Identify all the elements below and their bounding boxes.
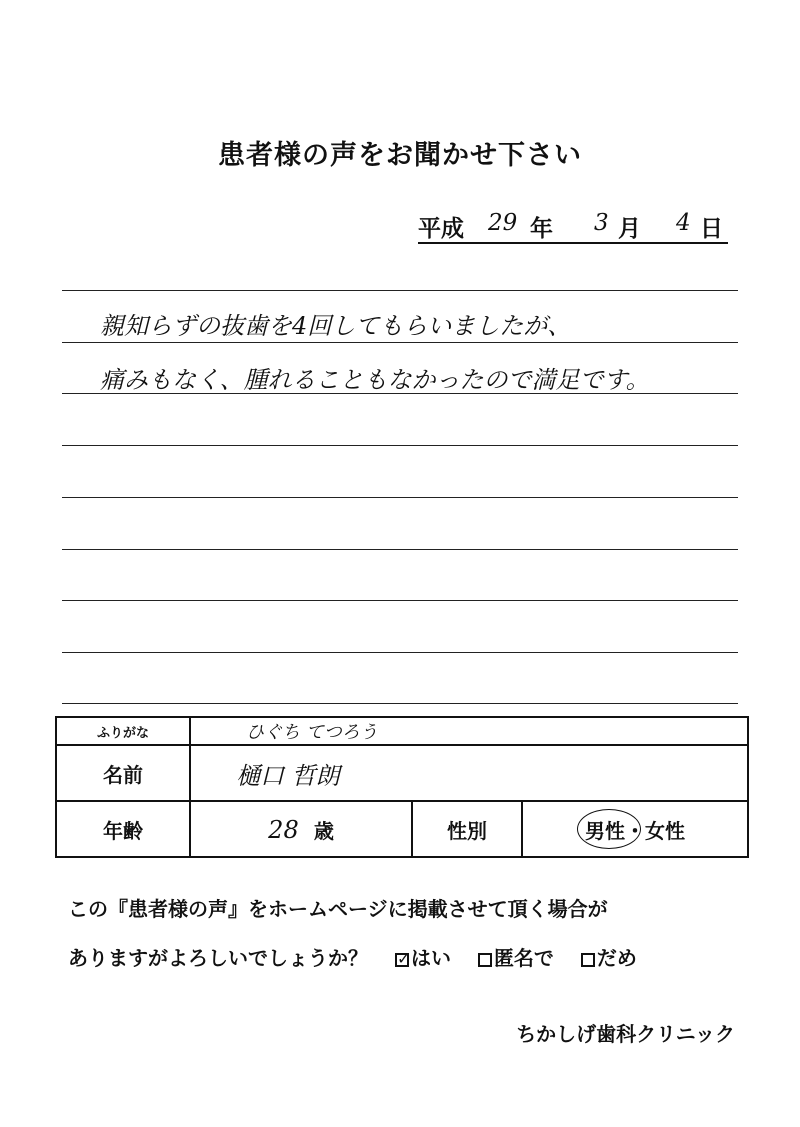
consent-line-2 bbox=[68, 942, 637, 971]
comment-rule bbox=[62, 342, 738, 343]
date-year: 29 bbox=[488, 210, 518, 236]
option-yes-label: はい bbox=[410, 946, 451, 970]
age-label: 年齢 bbox=[56, 801, 190, 857]
consent-line-1: この『患者様の声』をホームページに掲載させて頂く場合が bbox=[68, 897, 608, 921]
age-unit: 歳 bbox=[313, 818, 334, 843]
sex-separator: ・ bbox=[625, 818, 645, 843]
form-title: 患者様の声をお聞かせ下さい bbox=[218, 140, 582, 171]
name-label: 名前 bbox=[56, 745, 190, 801]
name-value: 樋口 哲朗 bbox=[190, 745, 748, 801]
option-anonymous-label: 匿名で bbox=[493, 946, 554, 970]
age-cell bbox=[190, 801, 412, 857]
sex-female-option: 女性 bbox=[645, 818, 685, 843]
option-no[interactable] bbox=[581, 946, 637, 970]
date-era: 平成 bbox=[418, 216, 464, 242]
date-day-unit: 日 bbox=[700, 216, 723, 242]
furigana-value: ひぐち てつろう bbox=[190, 717, 748, 745]
comment-rule bbox=[62, 445, 738, 446]
option-yes[interactable] bbox=[395, 946, 451, 970]
sex-label: 性別 bbox=[412, 801, 522, 857]
sex-options bbox=[522, 801, 748, 857]
comment-line-1: 親知らずの抜歯を4回してもらいましたが、 bbox=[100, 312, 572, 340]
checkbox-anonymous[interactable] bbox=[478, 953, 492, 967]
comment-rule bbox=[62, 703, 738, 704]
patient-info-table bbox=[55, 716, 749, 858]
date-year-unit: 年 bbox=[530, 216, 553, 242]
date-line bbox=[418, 210, 728, 244]
checkbox-no[interactable] bbox=[581, 953, 595, 967]
checkbox-yes[interactable] bbox=[395, 953, 409, 967]
furigana-label: ふりがな bbox=[56, 717, 190, 745]
date-month-unit: 月 bbox=[618, 216, 641, 242]
date-day: 4 bbox=[676, 210, 691, 236]
comment-line-2: 痛みもなく、腫れることもなかったので満足です。 bbox=[100, 366, 650, 394]
consent-question: ありますがよろしいでしょうか？ bbox=[68, 946, 368, 970]
comment-rule bbox=[62, 600, 738, 601]
age-value: 28 bbox=[268, 815, 299, 844]
comment-rule bbox=[62, 652, 738, 653]
clinic-name: ちかしげ歯科クリニック bbox=[516, 1022, 735, 1046]
comment-rule bbox=[62, 497, 738, 498]
comment-rule bbox=[62, 549, 738, 550]
option-anonymous[interactable] bbox=[478, 946, 554, 970]
date-month: 3 bbox=[594, 210, 609, 236]
sex-male-option: 男性 bbox=[585, 815, 625, 844]
comment-rule bbox=[62, 290, 738, 291]
option-no-label: だめ bbox=[596, 946, 637, 970]
